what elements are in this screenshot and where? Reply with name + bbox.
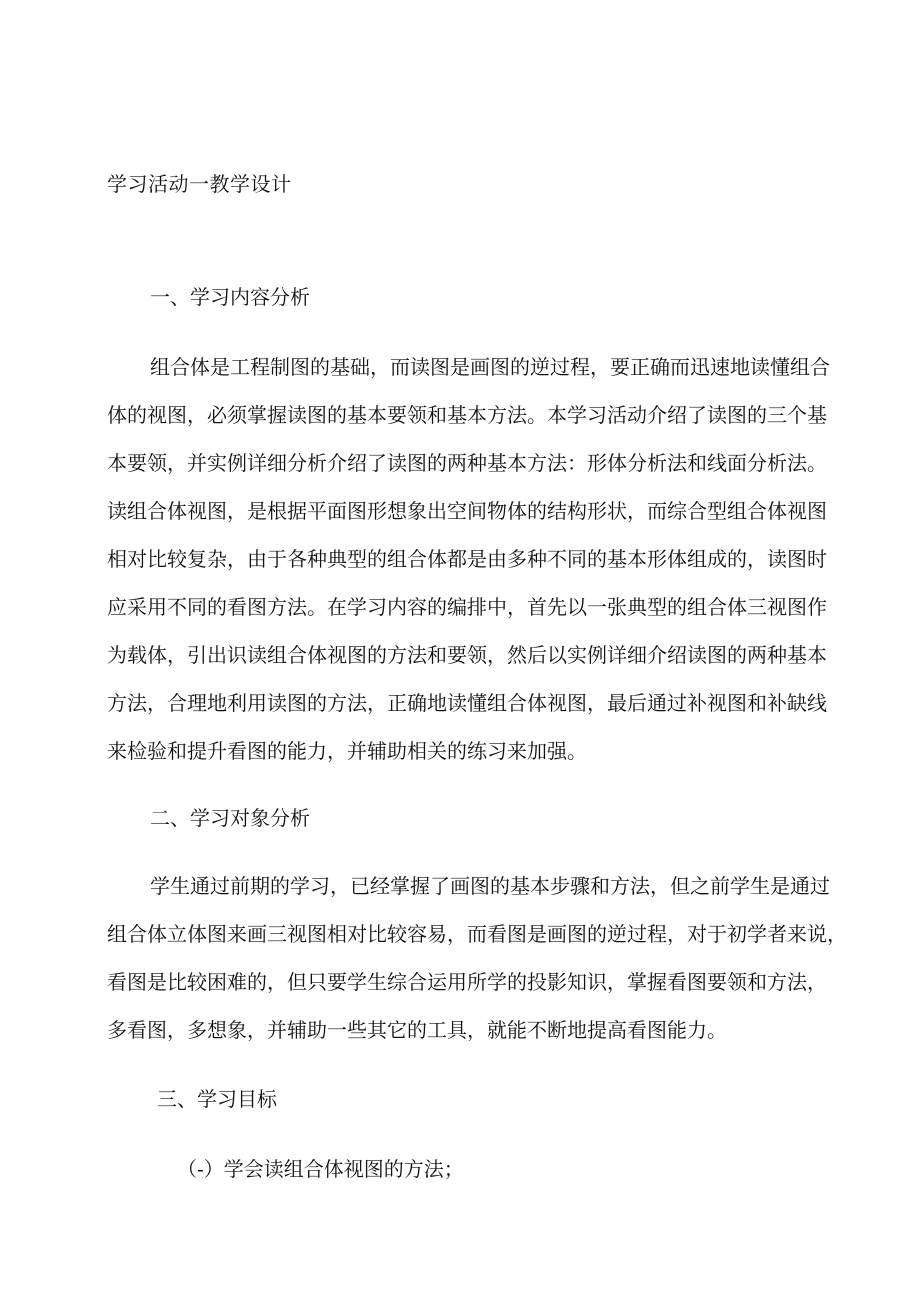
paragraph-line: 应采用不同的看图方法。在学习内容的编排中，首先以一张典型的组合体三视图作	[107, 595, 827, 619]
paragraph-line: 方法，合理地利用读图的方法，正确地读懂组合体视图，最后通过补视图和补缺线	[107, 691, 827, 715]
paragraph-line: 体的视图，必须掌握读图的基本要领和基本方法。本学习活动介绍了读图的三个基	[107, 403, 827, 427]
paragraph-learner-analysis	[107, 862, 847, 1054]
paragraph-line: 来检验和提升看图的能力，并辅助相关的练习来加强。	[107, 739, 587, 763]
section-heading-learner-analysis: 二、学习对象分析	[150, 806, 310, 830]
paragraph-line: 读组合体视图，是根据平面图形想象出空间物体的结构形状，而综合型组合体视图	[107, 499, 827, 523]
paragraph-line: 多看图，多想象，并辅助一些其它的工具，就能不断地提高看图能力。	[107, 1018, 727, 1042]
document-title: 学习活动一教学设计	[107, 172, 292, 196]
paragraph-line: 看图是比较困难的，但只要学生综合运用所学的投影知识，掌握看图要领和方法，	[107, 970, 827, 994]
paragraph-line: 组合体是工程制图的基础，而读图是画图的逆过程，要正确而迅速地读懂组合	[150, 355, 830, 379]
paragraph-line: 组合体立体图来画三视图相对比较容易，而看图是画图的逆过程，对于初学者来说，	[107, 922, 847, 946]
paragraph-line: 为载体，引出识读组合体视图的方法和要领，然后以实例详细介绍读图的两种基本	[107, 643, 827, 667]
section-heading-learning-objectives: 三、学习目标	[157, 1087, 277, 1111]
paragraph-line: 学生通过前期的学习，已经掌握了画图的基本步骤和方法，但之前学生是通过	[150, 874, 830, 898]
paragraph-line: 相对比较复杂，由于各种典型的组合体都是由多种不同的基本形体组成的，读图时	[107, 547, 827, 571]
objective-item: （-）学会读组合体视图的方法；	[177, 1157, 464, 1181]
paragraph-line: 本要领，并实例详细分析介绍了读图的两种基本方法：形体分析法和线面分析法。	[107, 451, 827, 475]
section-heading-content-analysis: 一、学习内容分析	[150, 285, 310, 309]
paragraph-content-analysis	[107, 343, 830, 775]
